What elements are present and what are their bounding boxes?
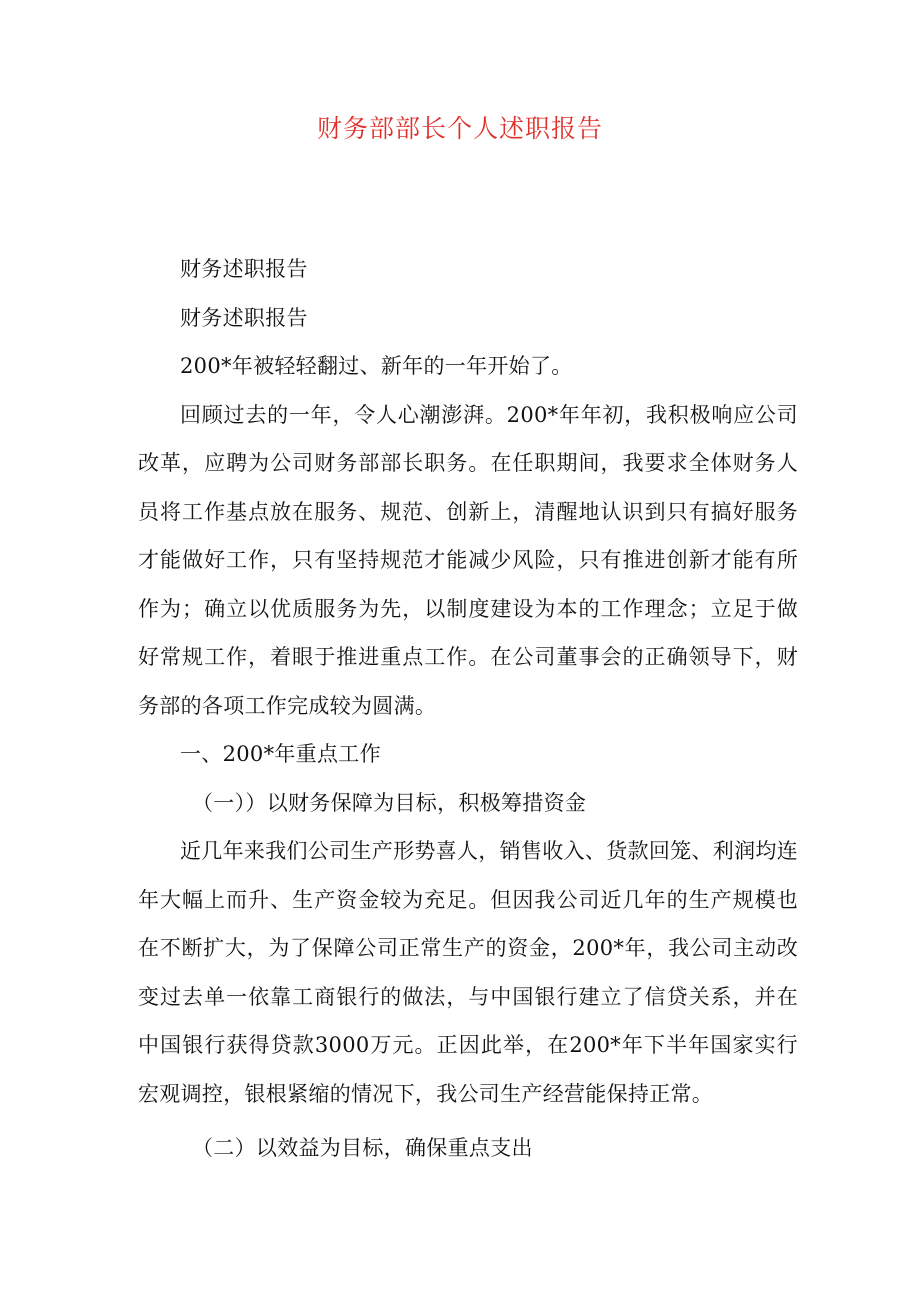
paragraph-funding: 近几年来我们公司生产形势喜人，销售收入、货款回笼、利润均连年大幅上而升、生产资金较为充足。但因我公司近几年的生产规模也在不断扩大，为了保障公司正常生产的资金，200*年，我公司主动改变过去单一依靠工商银行的做法，与中国银行建立了信贷关系，并在中国银行获得贷款3000万元。正因此举，在200*年下半年国家实行宏观调控，银根紧缩的情况下，我公司生产经营能保持正常。 bbox=[138, 839, 798, 1106]
paragraph-heading-1: 财务述职报告 bbox=[180, 257, 308, 281]
document-body bbox=[138, 245, 798, 1173]
document-title: 财务部部长个人述职报告 bbox=[316, 114, 603, 143]
paragraph-review: 回顾过去的一年，令人心潮澎湃。200*年年初，我积极响应公司改革，应聘为公司财务部部长职务。在任职期间，我要求全体财务人员将工作基点放在服务、规范、创新上，清醒地认识到只有搞好服务才能做好工作，只有坚持规范才能减少风险，只有推进创新才能有所作为；确立以优质服务为先，以制度建设为本的工作理念；立足于做好常规工作，着眼于推进重点工作。在公司董事会的正确领导下，财务部的各项工作完成较为圆满。 bbox=[138, 402, 798, 718]
subsection-heading-funding: （一））以财务保障为目标，积极筹措资金 bbox=[192, 790, 587, 815]
paragraph-intro: 200*年被轻轻翻过、新年的一年开始了。 bbox=[180, 354, 573, 378]
section-heading-key-work: 一、200*年重点工作 bbox=[180, 742, 381, 766]
subsection-heading-efficiency: （二）以效益为目标，确保重点支出 bbox=[192, 1136, 533, 1160]
paragraph-heading-2: 财务述职报告 bbox=[180, 305, 308, 330]
